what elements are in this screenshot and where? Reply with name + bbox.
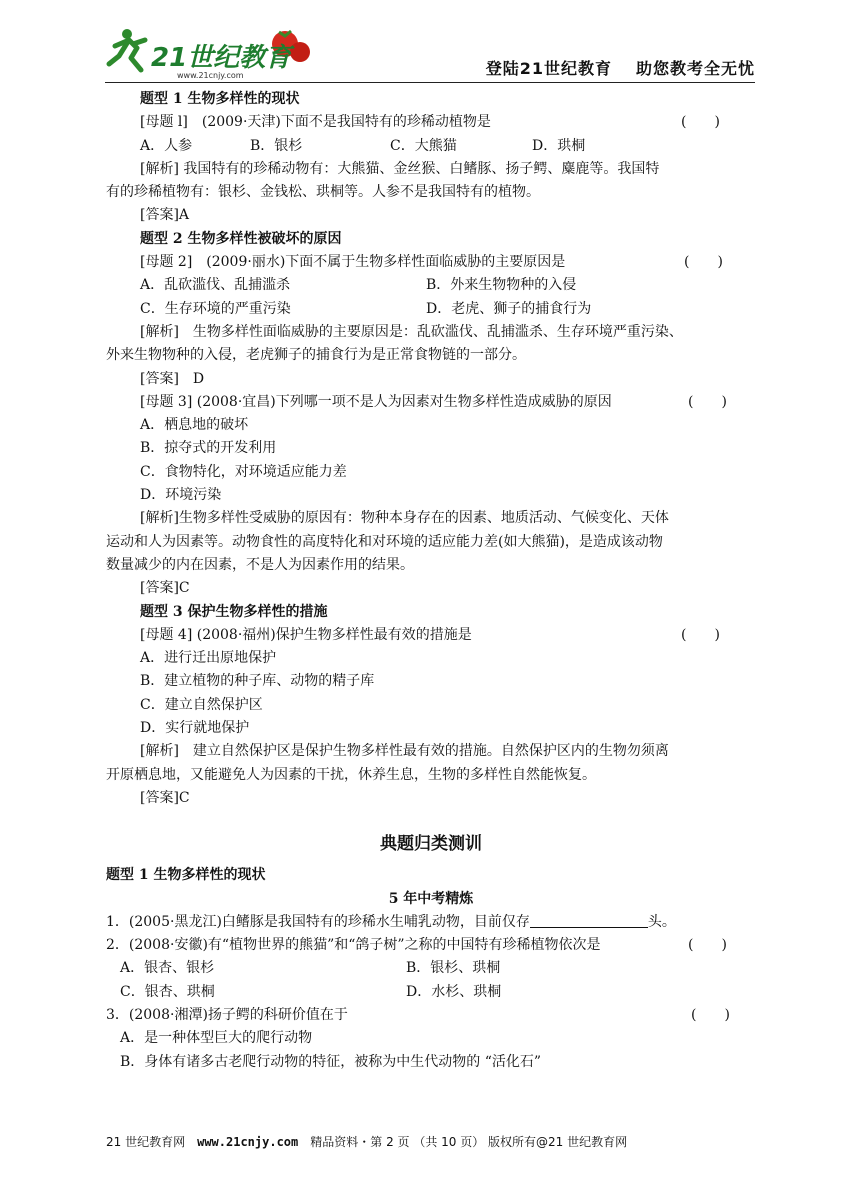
fill-in-blank [530, 913, 648, 928]
option: D．环境污染 [140, 487, 222, 504]
option: A．进行迁出原地保护 [140, 650, 277, 667]
option: A．银杏、银杉 [120, 960, 215, 977]
footer-info: 精品资料・第 2 页 （共 10 页） 版权所有@21 世纪教育网 [310, 1135, 628, 1149]
option: C．生存环境的严重污染 [140, 300, 291, 317]
option: C．食物特化，对环境适应能力差 [140, 463, 347, 480]
option: A．乱砍滥伐、乱捕滥杀 [140, 277, 291, 294]
option-row [106, 274, 756, 297]
question [106, 911, 756, 934]
analysis: [解析] 建立自然保护区是保护生物多样性最有效的措施。自然保护区内的生物勿须离 [140, 743, 669, 760]
analysis: 数量减少的内在因素，不是人为因素作用的结果。 [106, 556, 414, 573]
option-row [106, 981, 756, 1004]
logo-url: www.21cnjy.com [177, 71, 244, 80]
option-row [106, 957, 756, 980]
option: D．老虎、狮子的捕食行为 [426, 300, 592, 317]
option-row [106, 135, 756, 158]
question-text: [母题 3] (2008·宜昌)下列哪一项不是人为因素对生物多样性造成威胁的原因 [140, 393, 612, 410]
slogan-right: 助您教考全无忧 [635, 59, 755, 78]
option: D．实行就地保护 [140, 720, 250, 737]
option-row [106, 298, 756, 321]
question [106, 934, 756, 957]
question-text: [母题 2] (2009·丽水)下面不属于生物多样性面临威胁的主要原因是 [140, 254, 566, 271]
slogan-left: 登陆21世纪教育 [485, 59, 612, 78]
question-text: 1．(2005·黑龙江)白鳍豚是我国特有的珍稀水生哺乳动物，目前仅存 [106, 913, 530, 930]
option: C．大熊猫 [390, 137, 457, 154]
footer-site: 21 世纪教育网 [106, 1135, 186, 1149]
option: B．银杉 [250, 137, 303, 154]
option: B．建立植物的种子库、动物的精子库 [140, 673, 375, 690]
header-slogan [486, 56, 755, 79]
answer-paren: ( ) [681, 114, 720, 131]
section-title: 题型 2 生物多样性被破坏的原因 [140, 230, 342, 247]
question [106, 1004, 756, 1027]
page-footer [106, 1133, 627, 1150]
answer-paren: ( ) [688, 393, 727, 410]
answer: [答案]A [140, 207, 190, 224]
question-text: 2．(2008·安徽)有“植物世界的熊猫”和“鸽子树”之称的中国特有珍稀植物依次是 [106, 937, 601, 954]
answer-paren: ( ) [691, 1006, 730, 1023]
option: B．掠夺式的开发利用 [140, 440, 277, 457]
document-body [106, 88, 756, 1074]
option: A．人参 [140, 137, 193, 154]
answer: [答案]C [140, 789, 190, 806]
analysis: [解析] 生物多样性面临威胁的主要原因是：乱砍滥伐、乱捕滥杀、生存环境严重污染、 [140, 323, 683, 340]
section-title: 题型 3 保护生物多样性的措施 [140, 603, 328, 620]
option: A．栖息地的破坏 [140, 417, 249, 434]
option: B．身体有诸多古老爬行动物的特征，被称为中生代动物的 “活化石” [120, 1053, 542, 1070]
practice-heading: 典题归类测训 [380, 834, 482, 855]
site-logo[interactable] [105, 24, 315, 82]
option: B．外来生物物种的入侵 [426, 277, 577, 294]
header-divider [105, 82, 755, 83]
question [106, 391, 756, 414]
question [106, 251, 756, 274]
section-title: 题型 1 生物多样性的现状 [140, 91, 300, 107]
option: D．珙桐 [532, 137, 586, 154]
analysis: [解析] 我国特有的珍稀动物有：大熊猫、金丝猴、白鳍豚、扬子鳄、麋鹿等。我国特 [140, 160, 660, 177]
analysis: 开原栖息地，又能避免人为因素的干扰，休养生息，生物的多样性自然能恢复。 [106, 766, 596, 783]
option: B．银杉、珙桐 [406, 960, 501, 977]
page-header [105, 24, 755, 84]
section-title: 题型 1 生物多样性的现状 [106, 867, 266, 884]
analysis: [解析]生物多样性受威胁的原因有：物种本身存在的因素、地质活动、气候变化、天体 [140, 510, 669, 527]
runner-icon [109, 29, 145, 70]
logo-text: 21世纪教育 [151, 43, 292, 73]
question-text: [母题 l] (2009·天津)下面不是我国特有的珍稀动植物是 [140, 114, 491, 131]
question-text: [母题 4] (2008·福州)保护生物多样性最有效的措施是 [140, 626, 472, 643]
answer-paren: ( ) [684, 254, 723, 271]
answer: [答案]C [140, 580, 190, 597]
footer-url[interactable]: www.21cnjy.com [197, 1135, 299, 1149]
answer: [答案] D [140, 370, 205, 387]
question-text-end: 头。 [647, 913, 676, 930]
question [106, 111, 756, 134]
analysis: 外来生物物种的入侵，老虎狮子的捕食行为是正常食物链的一部分。 [106, 347, 526, 364]
option: C．银杏、珙桐 [120, 983, 215, 1000]
question [106, 624, 756, 647]
answer-paren: ( ) [688, 937, 727, 954]
option: D．水杉、珙桐 [406, 983, 502, 1000]
subsection-title: 5 年中考精炼 [388, 890, 474, 907]
option: C．建立自然保护区 [140, 696, 263, 713]
option: A．是一种体型巨大的爬行动物 [120, 1030, 313, 1047]
analysis: 有的珍稀植物有：银杉、金钱松、珙桐等。人参不是我国特有的植物。 [106, 184, 540, 201]
answer-paren: ( ) [681, 626, 720, 643]
question-text: 3．(2008·湘潭)扬子鳄的科研价值在于 [106, 1006, 348, 1023]
analysis: 运动和人为因素等。动物食性的高度特化和对环境的适应能力差(如大熊猫)，是造成该动物 [106, 533, 663, 550]
